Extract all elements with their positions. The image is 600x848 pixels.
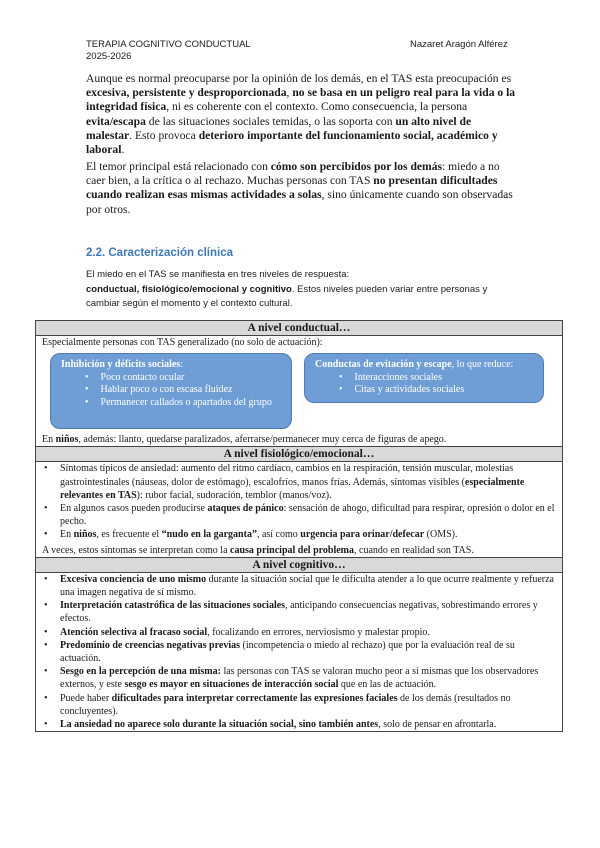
text: En algunos casos pueden producirse [60, 503, 208, 515]
list-item [42, 665, 556, 691]
list-item [42, 462, 556, 502]
box-list [85, 372, 281, 410]
inhibition-box [50, 353, 292, 429]
bold-text: dificultades para interpretar correctamente las expresiones faciales [111, 692, 398, 704]
list-item [42, 502, 556, 528]
page-header-left [86, 39, 251, 63]
text: . Estos niveles pueden variar entre personas y cambiar según el momento y el contexto cultural. [86, 283, 488, 309]
bold-text: no se basa en un peligro real para la vida o la integridad física [86, 86, 516, 114]
bold-text: ataques de pánico [207, 503, 284, 515]
text: , cuando en realidad son TAS. [354, 544, 474, 556]
text: (OMS). [424, 529, 458, 541]
ninos-note [42, 433, 556, 446]
bold-text: Inhibición y déficits sociales [61, 359, 181, 371]
bold-text: Interpretación catastrófica de las situaciones sociales [60, 600, 286, 612]
text: : miedo a no caer bien, a la crítica o al rechazo. Muchas personas con TAS [86, 160, 500, 188]
bold-text: sesgo es mayor en situaciones de interacción social [124, 679, 339, 691]
text: , así como [256, 529, 301, 541]
list-item [42, 639, 556, 665]
list-item [42, 718, 556, 731]
text: El temor principal está relacionado con [86, 160, 271, 173]
fisiologico-cell [36, 462, 563, 557]
bold-text: Predominio de creencias negativas previas [60, 639, 240, 651]
text: En [60, 529, 74, 541]
list-item [42, 692, 556, 718]
bold-text: deterioro importante del funcionamiento social, académico y laboral [86, 128, 498, 157]
text: durante la situación social que le dificulta atender a lo que ocurre realmente y refuerza una imagen negativa de sí mismo. [60, 573, 554, 599]
list-item: • Interacciones sociales [339, 372, 533, 385]
conductual-boxes [42, 351, 556, 431]
paragraph-2 [86, 160, 516, 217]
bold-text: Conductas de evitación y escape [315, 359, 452, 371]
text: que en las de actuación. [338, 679, 437, 691]
text: , focalizando en errores, nerviosismo y malestar propio. [207, 626, 430, 638]
box-title [315, 359, 533, 372]
list-item [42, 528, 556, 541]
bold-text: niños [73, 529, 97, 541]
text: , ni es coherente con el contexto. Como consecuencia, la persona [166, 100, 468, 114]
avoidance-box [304, 353, 544, 403]
text: Puede haber [60, 692, 112, 704]
cognitivo-cell [36, 572, 563, 731]
course-title: TERAPIA COGNITIVO CONDUCTUAL [86, 39, 251, 50]
box-list [339, 372, 533, 397]
text: , además: llanto, quedarse paralizados, aferrarse/permanecer muy cerca de figuras de apego. [78, 434, 447, 446]
list-item: • Permanecer callados o apartados del grupo [85, 397, 281, 410]
fisiologico-list [42, 462, 556, 541]
conductual-cell [36, 336, 563, 447]
text: las personas con TAS se valoran mucho peor a sí mismas que los observadores externos, y este [60, 666, 539, 691]
text: , lo que reduce: [451, 359, 514, 371]
bold-text: urgencia para orinar/defecar [300, 529, 425, 541]
text: , solo de pensar en afrontarla. [378, 719, 497, 731]
conductual-lead: Especialmente personas con TAS generalizado (no solo de actuación): [42, 337, 323, 348]
bold-text: niños [55, 434, 79, 446]
text: , es frecuente el [96, 529, 162, 541]
text: ): rubor facial, sudoración, temblor (manos/voz). [136, 489, 332, 501]
intro-line-2 [86, 283, 516, 312]
bold-text: evita/escapa [86, 114, 146, 128]
list-item: • Citas y actividades sociales [339, 384, 533, 397]
bold-text: Sesgo en la percepción de una misma: [60, 666, 221, 678]
text: , anticipando consecuencias negativas, sobrestimando errores y efectos. [60, 600, 538, 625]
academic-year: 2025-2026 [86, 51, 132, 62]
levels-table [35, 320, 563, 732]
text: , sino únicamente cuando son observadas por otros. [86, 188, 513, 216]
bold-text: Excesiva conciencia de uno mismo [60, 573, 207, 585]
text: de las situaciones sociales temidas, o las soporta con [145, 114, 396, 128]
bold-text: La ansiedad no aparece solo durante la situación social, sino también antes [60, 719, 379, 731]
text: Aunque es normal preocuparse por la opinión de los demás, en el TAS esta preocupación es [86, 72, 512, 85]
box-title [61, 359, 281, 372]
cognitivo-list [42, 573, 556, 731]
section-intro [86, 268, 516, 312]
intro-line: El miedo en el TAS se manifiesta en tres niveles de respuesta: [86, 269, 350, 280]
bold-text: un alto nivel de malestar [86, 114, 472, 142]
bold-text: causa principal del problema [230, 544, 355, 556]
bold-text: no presentan dificultades cuando realizan esas mismas actividades a solas [86, 174, 498, 202]
bold-text: excesiva, persistente y desproporcionada [86, 86, 287, 100]
text: : [180, 359, 183, 371]
text: de los demás (resultados no concluyentes). [60, 692, 511, 717]
text: En [42, 434, 56, 446]
bold-text: conductual, fisiológico/emocional y cognitivo [86, 283, 292, 295]
conductual-header: A nivel conductual… [36, 321, 563, 336]
list-item: • Poco contacto ocular [85, 372, 281, 385]
text: . Esto provoca [129, 128, 199, 142]
list-item [42, 599, 556, 625]
text: . [121, 143, 125, 157]
text: : sensación de ahogo, dificultad para respirar, opresión o dolor en el pecho. [60, 503, 555, 528]
paragraph-1 [86, 72, 516, 157]
fisiologico-header: A nivel fisiológico/emocional… [36, 447, 563, 462]
text: (incompetencia o miedo al rechazo) que por la evaluación real de su actuación. [60, 639, 515, 665]
text: Síntomas típicos de ansiedad: aumento del ritmo cardíaco, cambios en la respiración, tensión muscular, molestias gastrointestinales (náuseas, dolor de estómago), escalofríos, manos frías. Además, síntomas visibles ( [60, 463, 514, 488]
list-item: • Hablar poco o con escasa fluidez [85, 384, 281, 397]
list-item [42, 573, 556, 599]
bold-text: Atención selectiva al fracaso social [60, 626, 208, 638]
fisiologico-footer [42, 544, 556, 557]
text: A veces, estos síntomas se interpretan como la [42, 544, 231, 556]
bold-text: especialmente relevantes en TAS [60, 476, 525, 501]
bold-text: “nudo en la garganta” [161, 529, 257, 541]
bold-text: cómo son percibidos por los demás [270, 160, 443, 173]
cognitivo-header: A nivel cognitivo… [36, 557, 563, 572]
list-item [42, 626, 556, 639]
text: , [286, 86, 293, 100]
author-name: Nazaret Aragón Alférez [410, 39, 508, 50]
section-title: 2.2. Caracterización clínica [86, 247, 234, 259]
